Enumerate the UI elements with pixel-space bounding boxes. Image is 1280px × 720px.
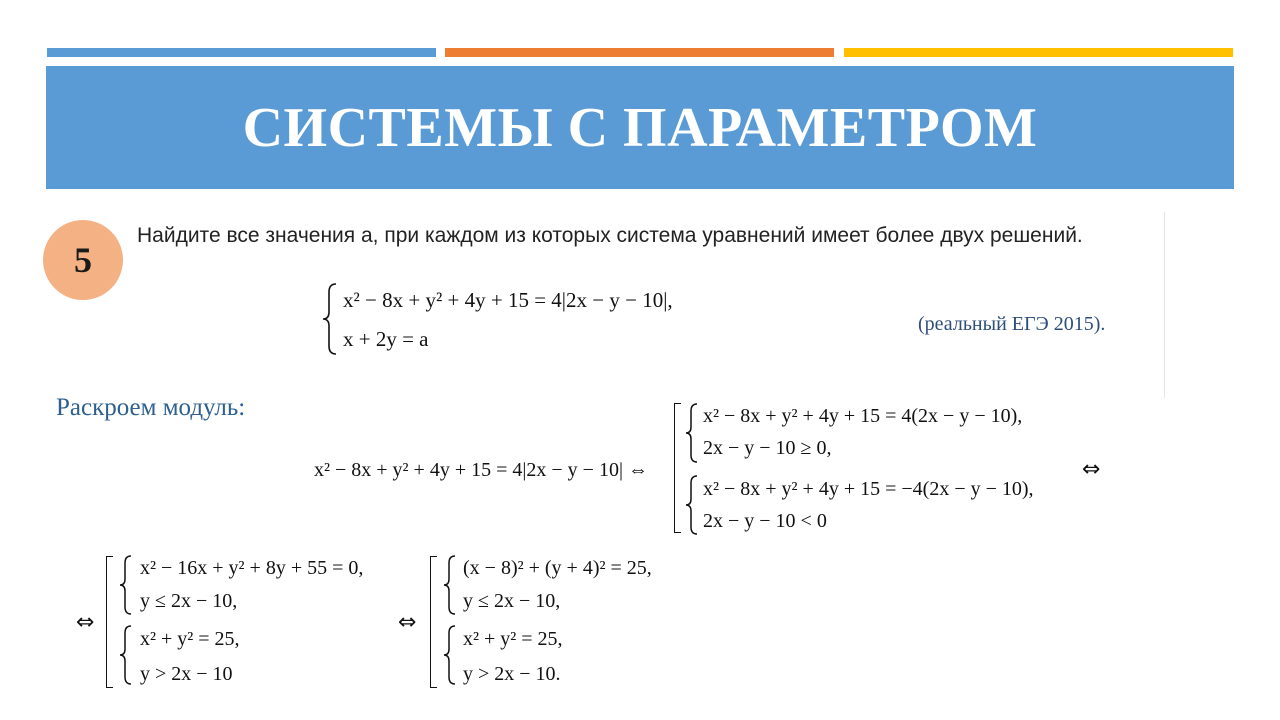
- equiv-arrow-1: ⇔: [1082, 457, 1101, 482]
- equiv-arrow-3: ⇔: [398, 610, 417, 635]
- step3-set-bracket: [430, 556, 437, 688]
- step2-case1-ineq: y ≤ 2x − 10,: [140, 590, 238, 612]
- step3-case1-eq: (x − 8)² + (y + 4)² = 25,: [463, 557, 652, 579]
- system-brace: [322, 282, 342, 356]
- step1-brace-1: [685, 402, 701, 464]
- step2-case1-eq: x² − 16x + y² + 8y + 55 = 0,: [140, 557, 364, 579]
- system-equation-1: x² − 8x + y² + 4y + 15 = 4|2x − y − 10|,: [343, 288, 673, 312]
- step1-case2-eq: x² − 8x + y² + 4y + 15 = −4(2x − y − 10),: [703, 478, 1034, 500]
- step3-brace-2: [443, 624, 459, 686]
- step1-set-bracket: [674, 403, 681, 533]
- step2-set-bracket: [106, 556, 113, 688]
- step2-brace-2: [119, 624, 135, 686]
- step1-case1-ineq: 2x − y − 10 ≥ 0,: [703, 437, 832, 459]
- step3-case2-eq: x² + y² = 25,: [463, 628, 563, 650]
- step3-case1-ineq: y ≤ 2x − 10,: [463, 590, 561, 612]
- stripe-orange: [445, 48, 834, 57]
- step3-case2-ineq: y > 2x − 10.: [463, 663, 561, 685]
- problem-source: (реальный ЕГЭ 2015).: [918, 313, 1106, 335]
- step1-brace-2: [685, 474, 701, 536]
- step2-brace-1: [119, 554, 135, 616]
- step2-case2-eq: x² + y² = 25,: [140, 628, 240, 650]
- problem-number-badge: 5: [43, 220, 123, 300]
- title-banner: [46, 66, 1234, 189]
- solution-remark: Раскроем модуль:: [56, 394, 246, 421]
- slide-title: СИСТЕМЫ С ПАРАМЕТРОМ: [242, 97, 1038, 159]
- stripe-blue: [47, 48, 436, 57]
- problem-statement-box: [130, 212, 1165, 398]
- system-equation-2: x + 2y = a: [343, 327, 429, 351]
- step1-case2-ineq: 2x − y − 10 < 0: [703, 510, 827, 532]
- problem-statement: Найдите все значения a, при каждом из которых система уравнений имеет более двух решений.: [137, 224, 1083, 247]
- step1-case1-eq: x² − 8x + y² + 4y + 15 = 4(2x − y − 10),: [703, 405, 1023, 427]
- step2-case2-ineq: y > 2x − 10: [140, 663, 233, 685]
- equiv-arrow-2: ⇔: [76, 610, 95, 635]
- step1-left-expression: x² − 8x + y² + 4y + 15 = 4|2x − y − 10| ⇔: [314, 459, 648, 481]
- step3-brace-1: [443, 554, 459, 616]
- stripe-yellow: [844, 48, 1233, 57]
